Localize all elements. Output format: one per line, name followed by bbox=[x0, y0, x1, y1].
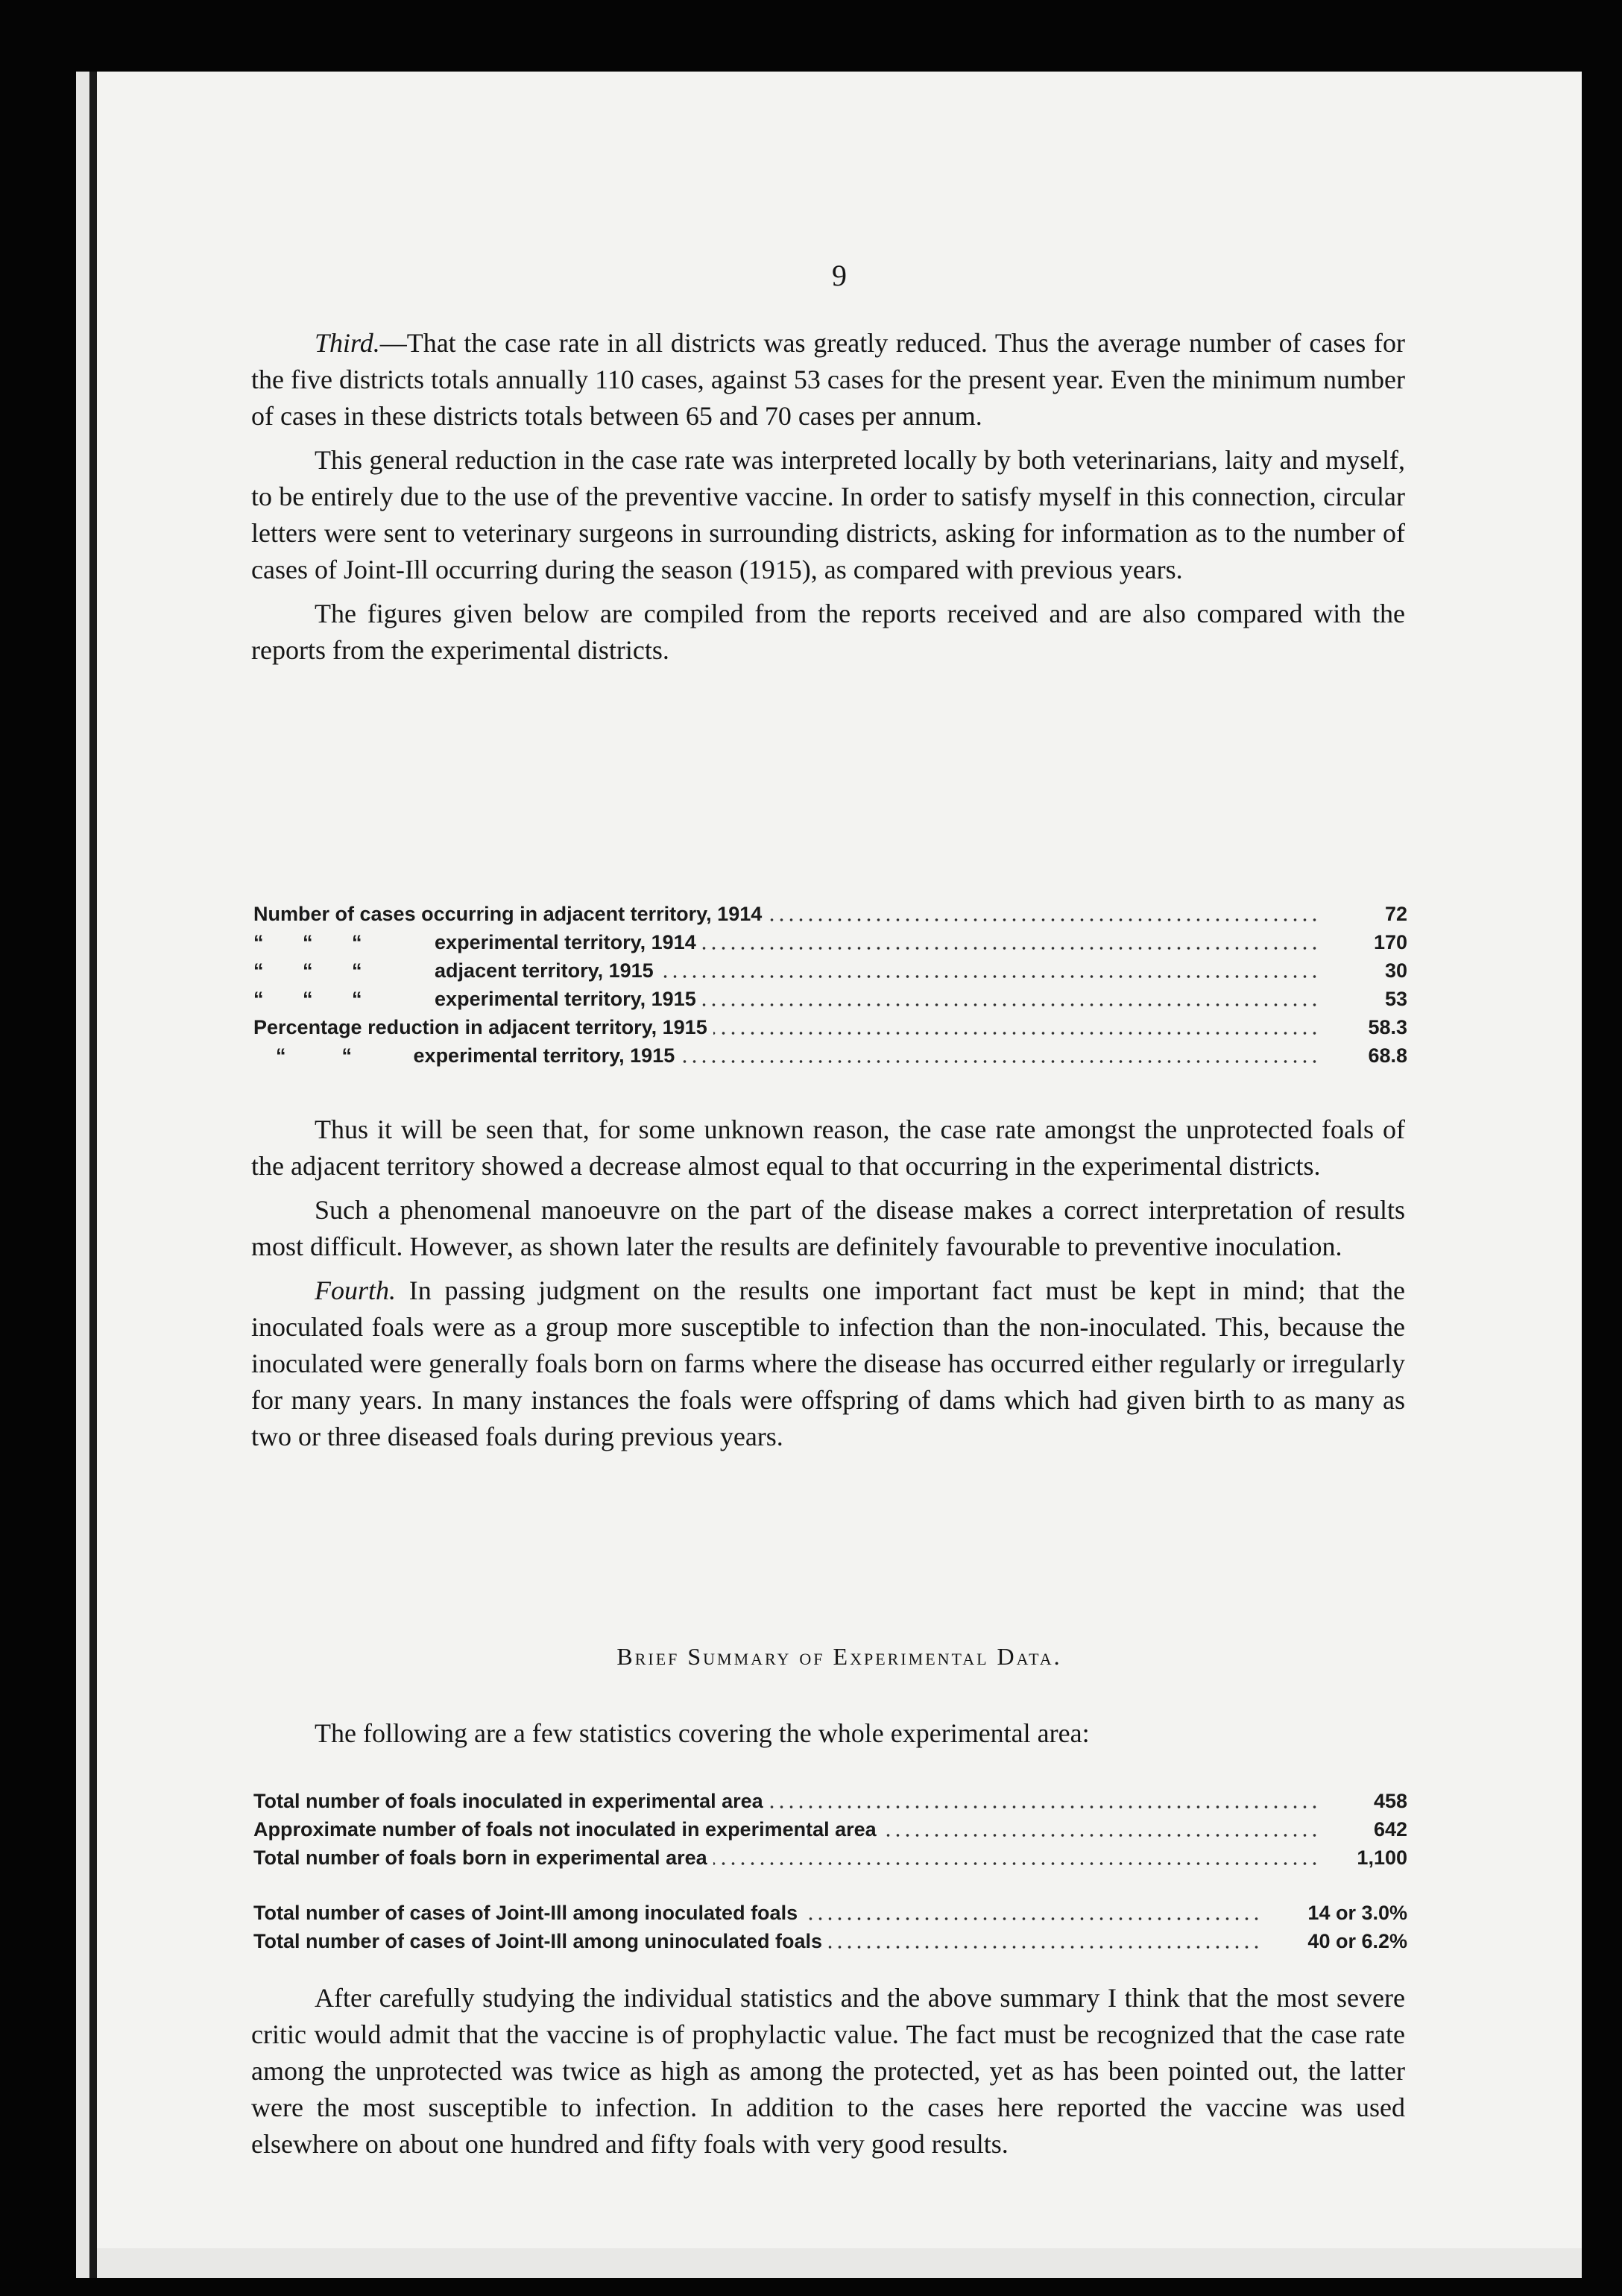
row-value: 68.8 bbox=[1368, 1044, 1407, 1067]
row-label: “ “ “ adjacent territory, 1915 bbox=[253, 959, 660, 982]
row-label: Percentage reduction in adjacent territory, 1915 bbox=[253, 1016, 713, 1038]
table-row bbox=[253, 1813, 1407, 1841]
page-number: 9 bbox=[832, 259, 847, 292]
row-label: Total number of cases of Joint-Ill among inoculated foals bbox=[253, 1902, 804, 1924]
row-label: “ “ “ experimental territory, 1915 bbox=[253, 988, 702, 1010]
third-text: —That the case rate in all districts was greatly reduced. Thus the average number of cases for the five districts totals annually 110 cases, against 53 cases for the present year. Even the minimum number of cases in these districts totals between 65 and 70 cases per annum. bbox=[251, 328, 1405, 431]
page-bottom-edge bbox=[97, 2248, 1582, 2278]
paragraph-figures: The figures given below are compiled from the reports received and are also compared with the reports from the experimental districts. bbox=[251, 599, 1405, 665]
row-label: Total number of foals born in experimental area bbox=[253, 1846, 713, 1869]
table-row bbox=[253, 1896, 1407, 1925]
table-row bbox=[253, 1785, 1407, 1813]
table-row bbox=[253, 954, 1407, 983]
row-value: 458 bbox=[1373, 1790, 1407, 1812]
row-value: 58.3 bbox=[1368, 1016, 1407, 1038]
paragraph-thus: Thus it will be seen that, for some unknown reason, the case rate amongst the unprotected foals of the adjacent territory showed a decrease almost equal to that occurring in the experimental districts. bbox=[251, 1114, 1405, 1181]
paragraph-general-reduction: This general reduction in the case rate was interpreted locally by both veterinarians, laity and myself, to be entirely due to the use of the preventive vaccine. In order to satisfy myself in this connection, circular letters were sent to veterinary surgeons in surrounding districts, asking for information as to the number of cases of Joint-Ill occurring during the season (1915), as compared with previous years. bbox=[251, 445, 1405, 584]
row-value: 1,100 bbox=[1357, 1846, 1407, 1869]
paragraph-after: After carefully studying the individual statistics and the above summary I think that the most severe critic would admit that the vaccine is of prophylactic value. The fact must be recognized that the case rate among the unprotected was twice as high as among the protected, yet as has been pointed out, the latter were the most susceptible to infection. In addition to the cases here reported the vaccine was used elsewhere on about one hundred and fifty foals with very good results. bbox=[251, 1983, 1405, 2159]
table-row bbox=[253, 1841, 1407, 1870]
row-value: 170 bbox=[1373, 931, 1407, 953]
text-block-top bbox=[251, 325, 1405, 676]
table-row bbox=[253, 1039, 1407, 1067]
paragraph-such: Such a phenomenal manoeuvre on the part of the disease makes a correct interpretation of results most difficult. However, as shown later the results are definitely favourable to preventive inoculation. bbox=[251, 1195, 1405, 1261]
table-row bbox=[253, 983, 1407, 1011]
fourth-text: In passing judgment on the results one important fact must be kept in mind; that the inoculated foals were as a group more susceptible to infection than the non-inoculated. This, because the inoculated were generally foals born on farms where the disease has occurred either regularly or irregularly for many years. In many instances the foals were offspring of dams which had given birth to as many as two or three diseased foals during previous years. bbox=[251, 1275, 1405, 1451]
row-value: 40 or 6.2% bbox=[1307, 1930, 1407, 1952]
row-label: “ “ “ experimental territory, 1914 bbox=[253, 931, 702, 953]
row-value: 53 bbox=[1384, 988, 1407, 1010]
row-label: Total number of cases of Joint-Ill among uninoculated foals bbox=[253, 1930, 828, 1952]
text-block-following bbox=[251, 1715, 1405, 1759]
table-row bbox=[253, 926, 1407, 954]
text-block-bottom bbox=[251, 1980, 1405, 2170]
row-value: 642 bbox=[1373, 1818, 1407, 1841]
book-page bbox=[89, 72, 1582, 2278]
paragraph-fourth bbox=[251, 1272, 1405, 1455]
joint-ill-table bbox=[253, 1896, 1407, 1953]
foals-table bbox=[253, 1785, 1407, 1870]
paragraph-following: The following are a few statistics covering the whole experimental area: bbox=[315, 1718, 1090, 1748]
paragraph-third bbox=[251, 325, 1405, 435]
text-block-middle bbox=[251, 1111, 1405, 1463]
row-label: Total number of foals inoculated in experimental area bbox=[253, 1790, 769, 1812]
table-row bbox=[253, 1925, 1407, 1953]
third-label: Third. bbox=[315, 328, 380, 358]
row-value: 72 bbox=[1384, 903, 1407, 925]
row-value: 14 or 3.0% bbox=[1307, 1902, 1407, 1924]
row-value: 30 bbox=[1384, 959, 1407, 982]
fourth-label: Fourth. bbox=[315, 1275, 397, 1305]
table-row bbox=[253, 1011, 1407, 1039]
table-row bbox=[253, 898, 1407, 926]
row-label: Approximate number of foals not inoculated in experimental area bbox=[253, 1818, 883, 1841]
row-label: “ “ experimental territory, 1915 bbox=[253, 1044, 681, 1067]
cases-table bbox=[253, 898, 1407, 1067]
row-label: Number of cases occurring in adjacent territory, 1914 bbox=[253, 903, 768, 925]
section-heading: Brief Summary of Experimental Data. bbox=[616, 1643, 1062, 1670]
